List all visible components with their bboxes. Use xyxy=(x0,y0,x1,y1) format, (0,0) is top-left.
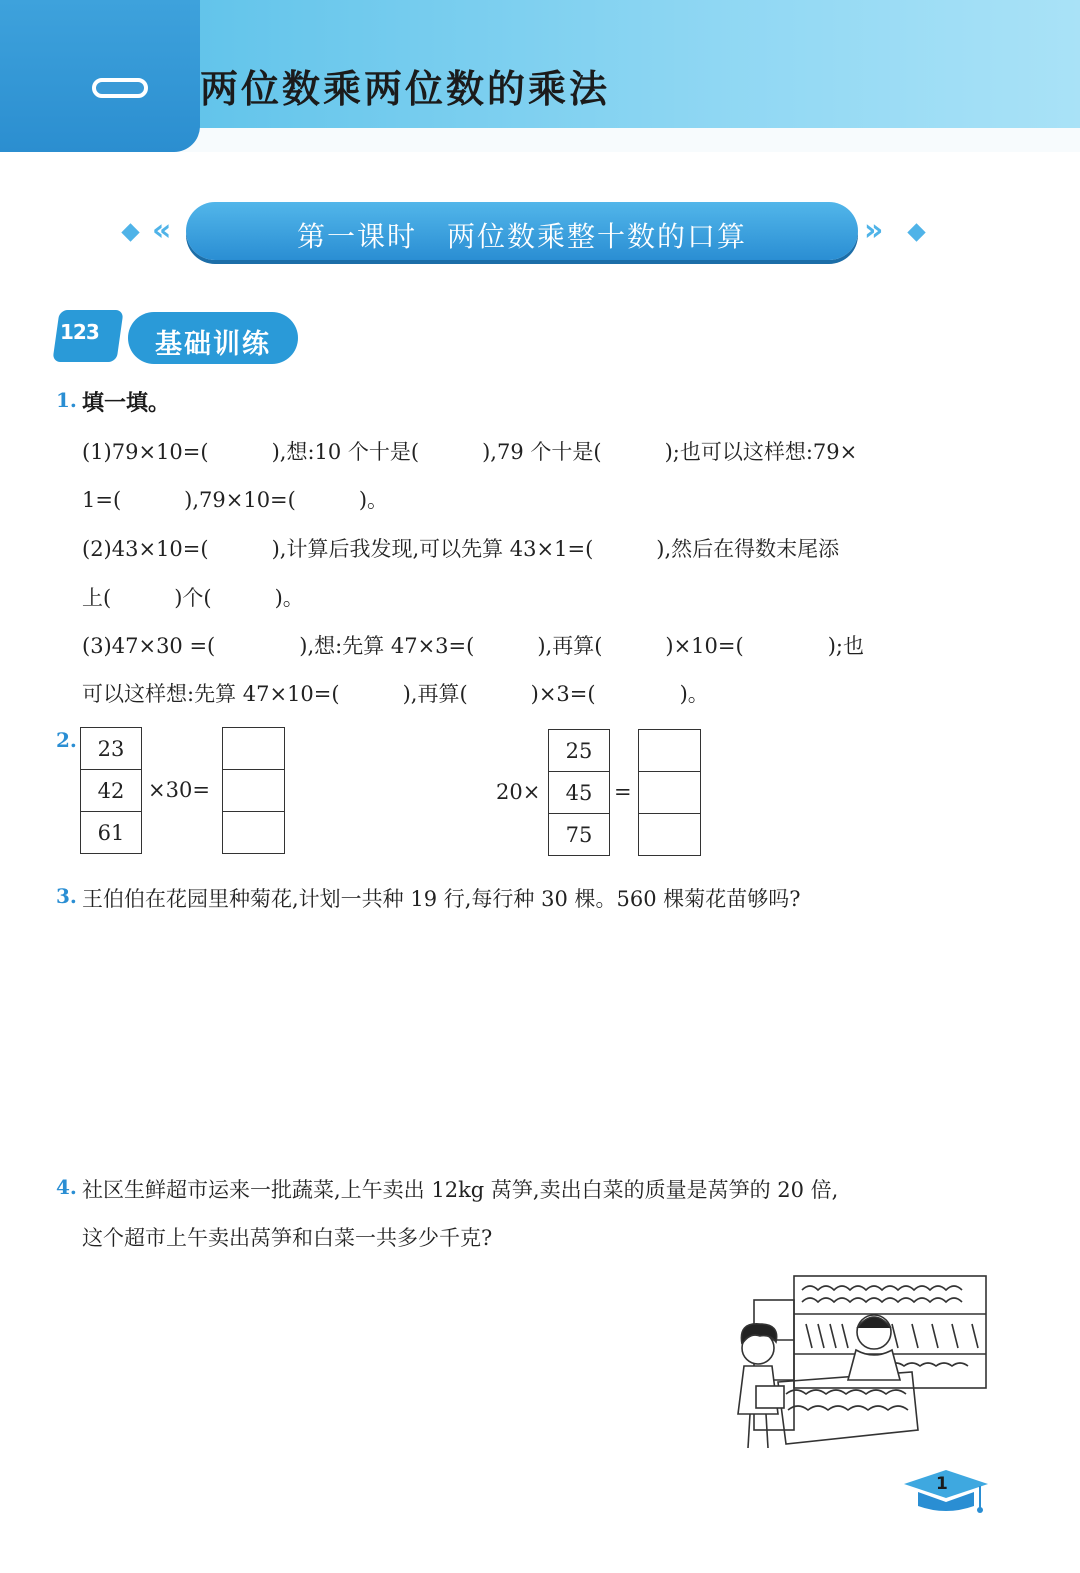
page-number: 1 xyxy=(936,1474,948,1494)
q3-answer-area[interactable] xyxy=(82,930,982,1150)
answer-box[interactable] xyxy=(639,730,701,772)
q3-number: 3. xyxy=(56,884,77,908)
q4-line-2: 这个超市上午卖出莴笋和白菜一共多少千克? xyxy=(82,1226,493,1250)
q1-line-2: 1=( ),79×10=( )。 xyxy=(82,488,389,512)
chapter-title: 两位数乘两位数的乘法 xyxy=(200,67,611,111)
q2-left-value: 42 xyxy=(81,770,142,812)
answer-box[interactable] xyxy=(223,728,285,770)
chevron-left-icon: « xyxy=(152,213,172,248)
q1-number: 1. xyxy=(56,388,77,412)
section-title: 基础训练 xyxy=(155,329,271,360)
q2-right-value: 25 xyxy=(549,730,610,772)
answer-box[interactable] xyxy=(639,772,701,814)
q2-left-value: 61 xyxy=(81,812,142,854)
answer-box[interactable] xyxy=(223,770,285,812)
q1-title: 填一填。 xyxy=(82,391,171,416)
q1-line-4: 上( )个( )。 xyxy=(82,586,304,610)
q2-right-prefix: 20× xyxy=(496,780,541,804)
chapter-tab xyxy=(0,0,200,152)
lesson-title: 第一课时 两位数乘整十数的口算 xyxy=(296,220,747,253)
q2-right-operator: = xyxy=(614,780,632,804)
q4-line-1: 社区生鲜超市运来一批蔬菜,上午卖出 12kg 莴笋,卖出白菜的质量是莴笋的 20 倍, xyxy=(82,1178,839,1202)
answer-box[interactable] xyxy=(639,814,701,856)
q2-left-values xyxy=(80,727,142,854)
chapter-number-mark xyxy=(92,78,148,98)
answer-box[interactable] xyxy=(223,812,285,854)
q2-left-value: 23 xyxy=(81,728,142,770)
q3-text: 王伯伯在花园里种菊花,计划一共种 19 行,每行种 30 棵。560 棵菊花苗够吗? xyxy=(82,887,801,911)
vegetable-stall-illustration xyxy=(722,1270,992,1460)
section-pill xyxy=(128,312,298,364)
q2-right-value: 75 xyxy=(549,814,610,856)
lesson-banner xyxy=(120,198,940,268)
q2-right-values xyxy=(548,729,610,856)
q4-number: 4. xyxy=(56,1175,77,1199)
diamond-right-icon xyxy=(907,223,925,241)
q2-number: 2. xyxy=(56,728,77,752)
q4-answer-area[interactable] xyxy=(82,1270,722,1470)
q2-right-value: 45 xyxy=(549,772,610,814)
q1-line-6: 可以这样想:先算 47×10=( ),再算( )×3=( )。 xyxy=(82,682,709,706)
q1-line-3: (2)43×10=( ),计算后我发现,可以先算 43×1=( ),然后在得数末尾添 xyxy=(82,537,840,561)
q2-right-answers xyxy=(638,729,701,856)
chevron-right-icon: » xyxy=(864,213,884,248)
numbers-icon-text: 123 xyxy=(60,320,99,344)
diamond-left-icon xyxy=(121,223,139,241)
q2-left-answers xyxy=(222,727,285,854)
lesson-pill xyxy=(186,202,858,260)
q1-line-1: (1)79×10=( ),想:10 个十是( ),79 个十是( );也可以这样想:79× xyxy=(82,440,858,464)
q2-left-operator: ×30= xyxy=(148,778,210,802)
q1-line-5: (3)47×30 =( ),想:先算 47×3=( ),再算( )×10=( );也 xyxy=(82,634,864,658)
section-badge xyxy=(56,308,316,368)
